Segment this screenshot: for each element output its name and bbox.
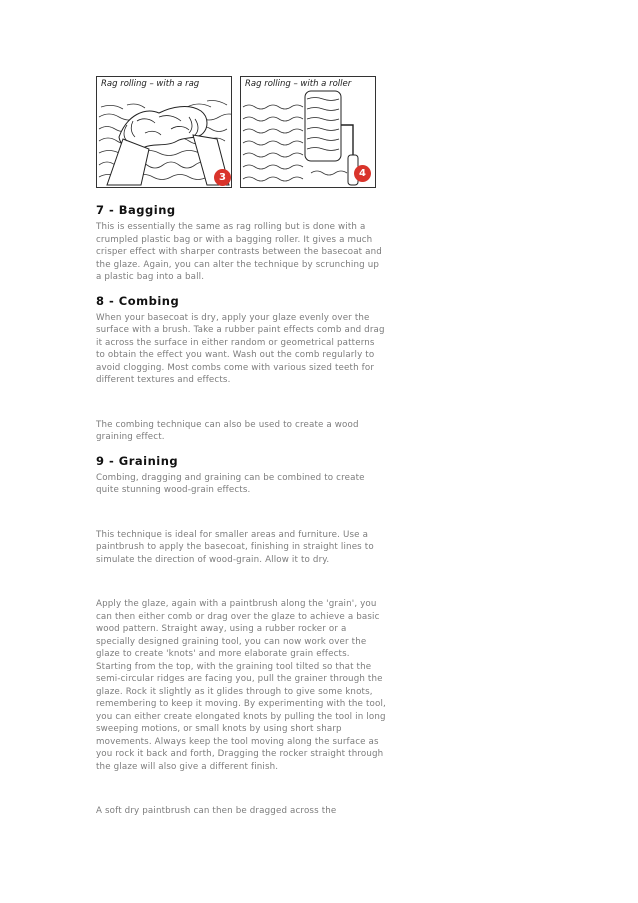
paragraph: This is essentially the same as rag rolling but is done with a crumpled plastic bag or with a bagging roller. It gives a much crisper effect with sharper contrasts between the basecoat and the glaze. Again, you can alter the technique by scrunching up a plastic bag into a ball. — [96, 222, 382, 282]
section-bagging — [96, 203, 386, 284]
figure-caption: Rag rolling – with a roller — [245, 79, 355, 89]
section-heading: 7 - Bagging — [96, 203, 176, 217]
figure-rag-rolling-rag — [96, 76, 232, 188]
figure-number-badge: 4 — [354, 165, 371, 182]
paragraph: The combing technique can also be used to create a wood graining effect. — [96, 419, 359, 442]
figure-caption: Rag rolling – with a rag — [101, 79, 203, 89]
figure-number-badge: 3 — [214, 169, 231, 186]
paragraph: When your basecoat is dry, apply your glaze evenly over the surface with a brush. Take a rubber paint effects comb and drag it across the surface in either random or geometrical patterns to obtain the effect you want. Wash out the comb regularly to avoid clogging. Most combs come with various sized teeth for different textures and effects. — [96, 312, 385, 385]
article-body — [96, 203, 386, 818]
paragraph: A soft dry paintbrush can then be dragged across the — [96, 806, 337, 816]
section-heading: 9 - Graining — [96, 453, 179, 468]
figure-rag-rolling-roller — [240, 76, 376, 188]
rag-hands-illustration — [97, 77, 231, 187]
paragraph: Combing, dragging and graining can be combined to create quite stunning wood-grain effects. — [96, 472, 365, 495]
section-graining — [96, 454, 386, 818]
paragraph: Apply the glaze, again with a paintbrush along the 'grain', you can then either comb or drag over the glaze to achieve a basic wood pattern. Straight away, using a rubber rocker or a specially designed graining tool, you can now work over the glaze to create 'knots' and more elaborate grain effects. Starting from the top, with the graining tool tilted so that the semi-circular ridges are facing you, pull the grainer through the glaze. Rock it slightly as it glides through to give some knots, remembering to keep it moving. By experimenting with the tool, you can either create elongated knots by pulling the tool in long sweeping motions, or small knots by using short sharp movements. Always keep the tool moving along the surface as you rock it back and forth, Dragging the rocker straight through the glaze will also give a different finish. — [96, 599, 386, 772]
section-heading: 8 - Combing — [96, 293, 180, 308]
paragraph: This technique is ideal for smaller areas and furniture. Use a paintbrush to apply the basecoat, finishing in straight lines to simulate the direction of wood-grain. Allow it to dry. — [96, 529, 374, 565]
section-combing — [96, 294, 386, 444]
